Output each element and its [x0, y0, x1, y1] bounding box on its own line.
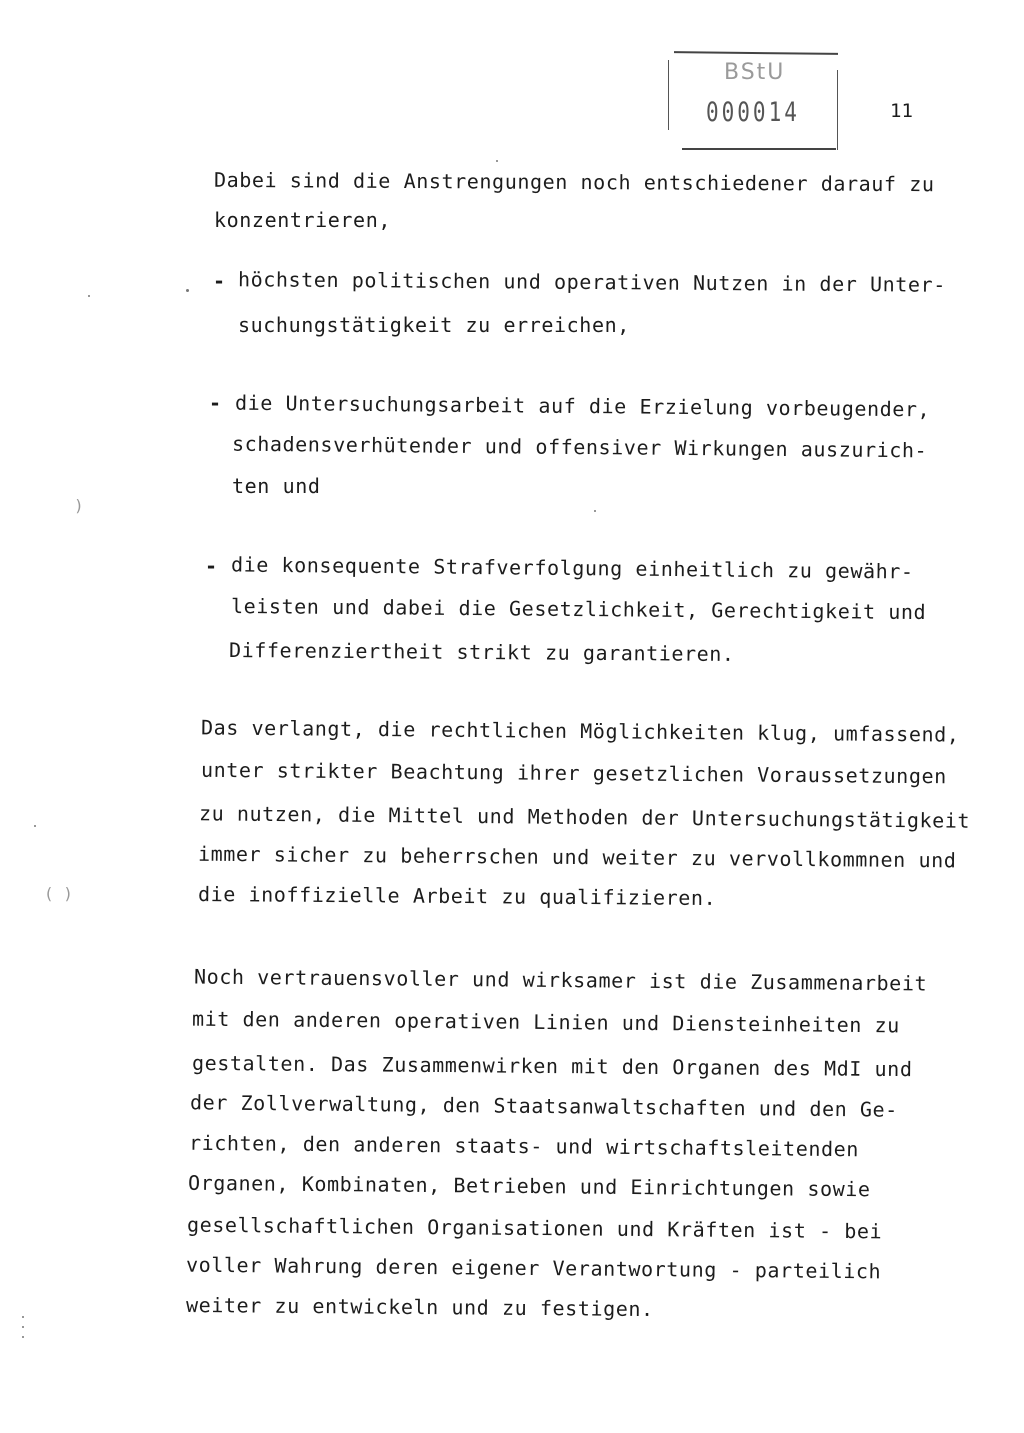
scan-speck	[22, 1326, 24, 1328]
stamp-border-left	[668, 60, 669, 130]
scan-speck	[496, 160, 498, 162]
bullet-line: suchungstätigkeit zu erreichen,	[238, 313, 630, 337]
margin-paren-mark: )	[74, 496, 84, 515]
bullet-line: schadensverhütender und offensiver Wirkungen auszurich-	[231, 431, 928, 463]
stamp-border-top	[674, 51, 838, 55]
paragraph3-line: richten, den anderen staats- und wirtschaftsleitenden	[188, 1130, 860, 1162]
bullet-line: ten und	[232, 474, 321, 498]
scan-speck	[594, 510, 596, 512]
page-number: 11	[890, 100, 913, 122]
scan-speck	[22, 1336, 24, 1338]
paragraph3-line: weiter zu entwickeln und zu festigen.	[185, 1292, 654, 1322]
paragraph3-line: voller Wahrung deren eigener Verantwortung - parteilich	[185, 1252, 882, 1284]
scan-speck	[88, 295, 90, 297]
archive-stamp	[668, 52, 838, 156]
paragraph3-line: mit den anderen operativen Linien und Diensteinheiten zu	[191, 1006, 901, 1038]
stamp-border-bottom	[682, 148, 836, 150]
paragraph2-line: zu nutzen, die Mittel und Methoden der Untersuchungstätigkeit	[198, 801, 971, 833]
paragraph2-line: immer sicher zu beherrschen und weiter zu vervollkommnen und	[197, 841, 957, 873]
paragraph3-line: Organen, Kombinaten, Betrieben und Einrichtungen sowie	[187, 1170, 871, 1202]
paragraph3-line: gestalten. Das Zusammenwirken mit den Organen des MdI und	[191, 1050, 913, 1082]
bullet-line: Differenziertheit strikt zu garantieren.	[228, 638, 735, 666]
bullet-dash: -	[205, 554, 218, 578]
bullet-line: leisten und dabei die Gesetzlichkeit, Gerechtigkeit und	[230, 593, 927, 625]
stamp-code: 000014	[706, 97, 800, 127]
paragraph2-line: die inoffizielle Arbeit zu qualifizieren.	[197, 881, 717, 911]
paragraph3-line: gesellschaftlichen Organisationen und Kräften ist - bei	[186, 1212, 883, 1244]
bullet-line: höchsten politischen und operativen Nutzen in der Unter-	[237, 267, 946, 297]
paragraph2-line: Das verlangt, die rechtlichen Möglichkeiten klug, umfassend,	[200, 715, 960, 747]
paragraph2-line: unter strikter Beachtung ihrer gesetzlichen Voraussetzungen	[200, 757, 947, 789]
scan-speck	[22, 1316, 24, 1318]
scan-speck	[34, 825, 36, 827]
bullet-dash: -	[209, 391, 222, 415]
paragraph1-line: konzentrieren,	[214, 208, 391, 232]
stamp-label: BStU	[724, 60, 786, 85]
scan-speck	[186, 289, 189, 292]
margin-paren-mark: ( )	[44, 884, 73, 903]
bullet-line: die Untersuchungsarbeit auf die Erzielung vorbeugender,	[234, 390, 931, 422]
paragraph3-line: der Zollverwaltung, den Staatsanwaltschaften und den Ge-	[189, 1090, 899, 1122]
bullet-line: die konsequente Strafverfolgung einheitlich zu gewähr-	[230, 552, 914, 584]
bullet-dash: -	[213, 269, 226, 293]
stamp-border-right	[837, 70, 838, 150]
paragraph3-line: Noch vertrauensvoller und wirksamer ist die Zusammenarbeit	[193, 964, 928, 996]
paragraph1-line: Dabei sind die Anstrengungen noch entschiedener darauf zu	[213, 167, 935, 197]
